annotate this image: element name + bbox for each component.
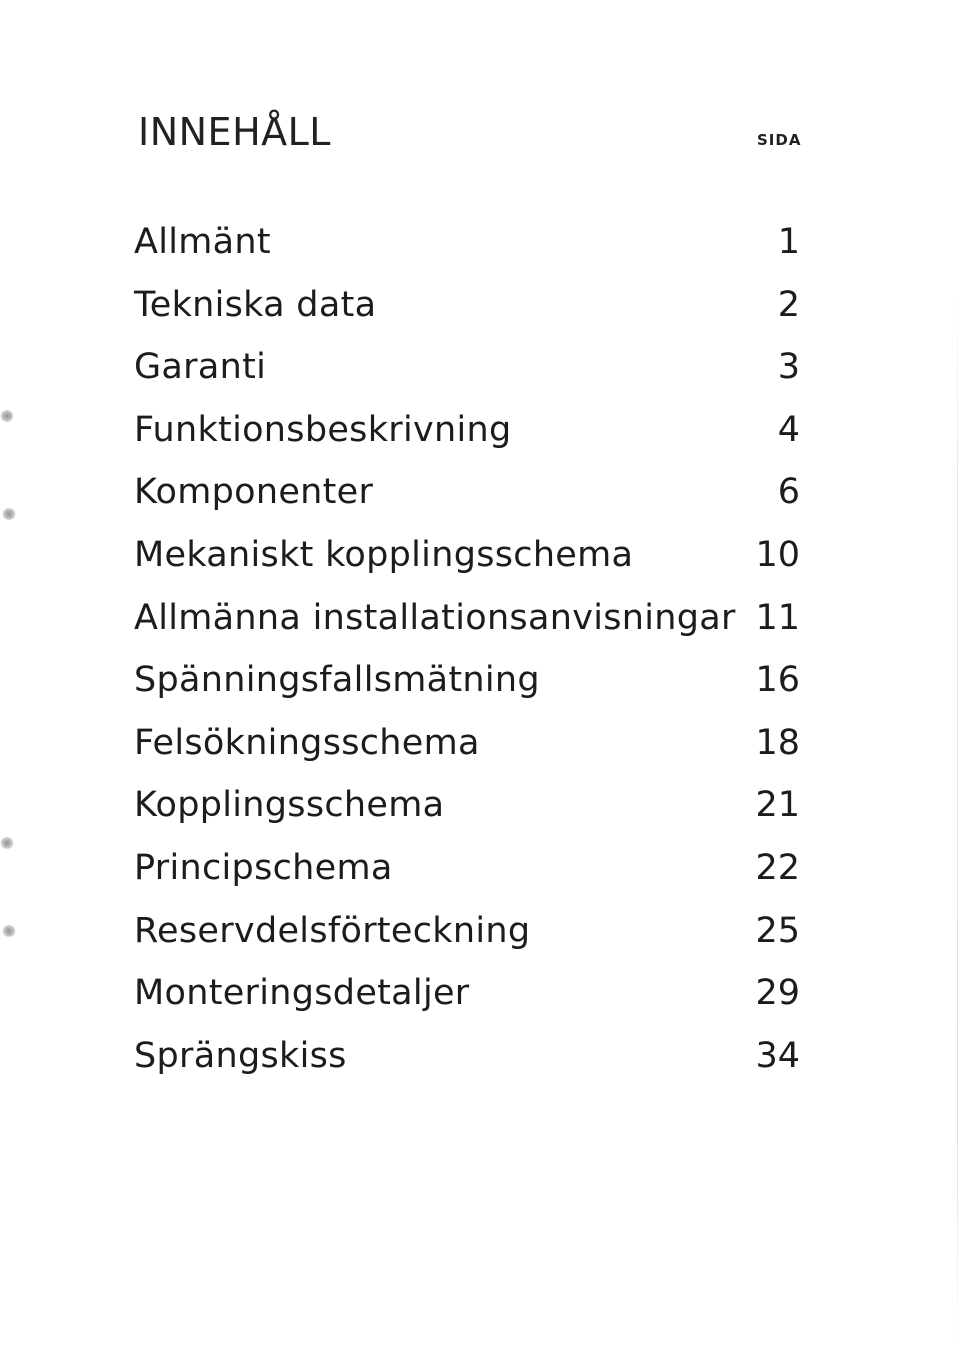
toc-row xyxy=(130,339,810,402)
toc-entry-label: Reservdelsförteckning xyxy=(134,910,531,951)
toc-row xyxy=(130,715,810,778)
toc-entry-page: 29 xyxy=(755,973,800,1014)
toc-entry-page: 11 xyxy=(755,597,800,638)
toc-entry-page: 21 xyxy=(755,785,800,826)
toc-entry-page: 1 xyxy=(777,222,800,262)
toc-entry-page: 2 xyxy=(777,284,800,325)
scan-speck xyxy=(0,837,14,849)
toc-entry-label: Principschema xyxy=(134,847,393,888)
page-column-header: SIDA xyxy=(757,131,802,149)
toc-row xyxy=(130,590,810,653)
toc-row xyxy=(130,402,810,465)
toc-entry-page: 18 xyxy=(755,722,800,763)
page-title: INNEHÅLL xyxy=(138,110,331,154)
toc-entry-page: 4 xyxy=(777,409,800,450)
toc-entry-label: Allmänna installationsanvisningar xyxy=(134,597,736,638)
toc-entry-label: Tekniska data xyxy=(134,284,377,325)
toc-row xyxy=(130,464,810,527)
toc-entry-page: 25 xyxy=(755,910,800,951)
toc-entry-page: 6 xyxy=(777,472,800,513)
toc-entry-label: Garanti xyxy=(134,347,267,388)
toc-entry-page: 22 xyxy=(755,847,800,888)
toc-entry-page: 3 xyxy=(777,347,800,388)
toc-entry-page: 10 xyxy=(755,534,800,575)
toc-entry-label: Felsökningsschema xyxy=(134,722,480,763)
table-of-contents xyxy=(130,214,810,1090)
toc-entry-label: Allmänt xyxy=(134,222,271,262)
toc-entry-label: Sprängskiss xyxy=(134,1035,347,1076)
toc-entry-label: Kopplingsschema xyxy=(134,785,445,826)
toc-row xyxy=(130,214,810,277)
toc-entry-page: 34 xyxy=(755,1035,800,1076)
toc-row xyxy=(130,277,810,340)
toc-entry-label: Spänningsfallsmätning xyxy=(134,660,540,701)
toc-row xyxy=(130,965,810,1028)
toc-entry-label: Komponenter xyxy=(134,472,374,513)
toc-row xyxy=(130,1028,810,1091)
scan-edge-line xyxy=(957,290,958,1350)
toc-entry-label: Mekaniskt kopplingsschema xyxy=(134,534,634,575)
toc-row xyxy=(130,840,810,903)
toc-entry-label: Monteringsdetaljer xyxy=(134,973,470,1014)
scan-speck xyxy=(2,508,16,520)
toc-entry-page: 16 xyxy=(755,660,800,701)
toc-row xyxy=(130,777,810,840)
toc-row xyxy=(130,527,810,590)
toc-row xyxy=(130,652,810,715)
scan-speck xyxy=(2,925,16,937)
toc-row xyxy=(130,903,810,966)
toc-entry-label: Funktionsbeskrivning xyxy=(134,409,512,450)
scan-speck xyxy=(0,410,14,422)
